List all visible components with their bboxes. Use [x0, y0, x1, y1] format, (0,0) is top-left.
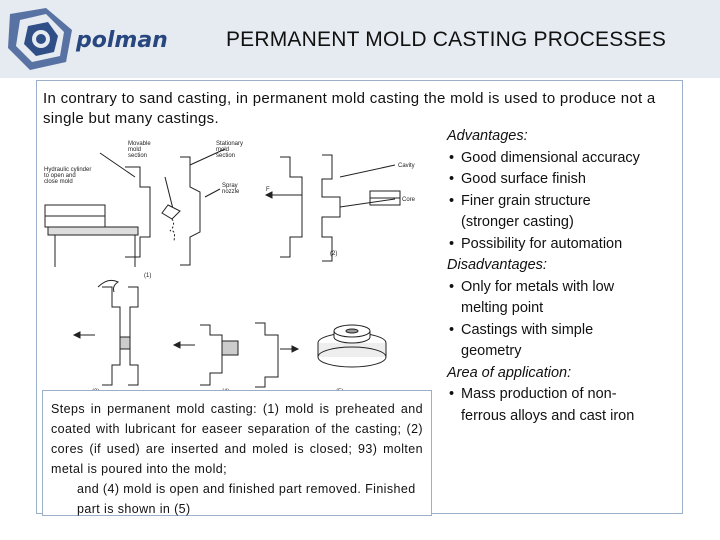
right-column: [447, 126, 679, 427]
label-stationary-3: section: [216, 153, 236, 159]
label-cavity: Cavity: [398, 163, 415, 169]
label-core: Core: [402, 197, 416, 203]
list-item-continuation: melting point: [461, 300, 544, 316]
label-spray: Spray: [222, 183, 238, 189]
list-item-continuation: ferrous alloys and cast iron: [461, 407, 635, 424]
list-item: • Possibility for automation: [449, 235, 623, 252]
casting-steps-figure: [40, 137, 440, 395]
list-item: • Castings with simple: [449, 321, 594, 338]
label-movable: Movable: [128, 141, 151, 147]
list-item: • Only for metals with low: [449, 278, 615, 295]
label-force: F: [266, 187, 270, 193]
logo-icon: [8, 8, 72, 70]
logo-text: polman: [76, 28, 168, 53]
label-movable-2: mold: [128, 147, 142, 153]
figure-caption: [42, 390, 432, 516]
label-hydraulic-2: to open and: [44, 173, 76, 179]
page-title: PERMANENT MOLD CASTING PROCESSES: [225, 28, 667, 51]
intro-text: In contrary to sand casting, in permanent mold casting the mold is used to produce not a single but many castings.: [43, 90, 656, 127]
label-hydraulic-3: close mold: [44, 179, 73, 185]
application-heading: Area of application:: [447, 364, 572, 381]
list-item: • Good surface finish: [449, 171, 586, 187]
list-item-continuation: (stronger casting): [461, 214, 574, 230]
label-spray-2: nozzle: [222, 189, 240, 195]
label-stationary-2: mold: [216, 147, 230, 153]
label-movable-3: section: [128, 153, 148, 159]
disadvantages-heading: Disadvantages:: [447, 257, 547, 273]
list-item-continuation: geometry: [461, 343, 522, 359]
advantages-heading: Advantages:: [447, 128, 528, 144]
caption-text: Steps in permanent mold casting: (1) mold is preheated and coated with lubricant for easeer separation of the casting; (2) cores (if used) are inserted and moled is closed; 93) molten metal is poured into the mold;: [51, 402, 423, 476]
list-item: • Finer grain structure: [449, 192, 591, 209]
label-step-1: (1): [144, 273, 152, 279]
list-item: • Good dimensional accuracy: [449, 149, 640, 166]
label-stationary: Stationary: [216, 141, 244, 147]
label-hydraulic: Hydraulic cylinder: [44, 167, 92, 173]
label-step-2: (2): [330, 251, 338, 257]
caption-text-2: and (4) mold is open and finished part removed. Finished part is shown in (5): [77, 482, 416, 516]
list-item: • Mass production of non-: [449, 386, 617, 402]
